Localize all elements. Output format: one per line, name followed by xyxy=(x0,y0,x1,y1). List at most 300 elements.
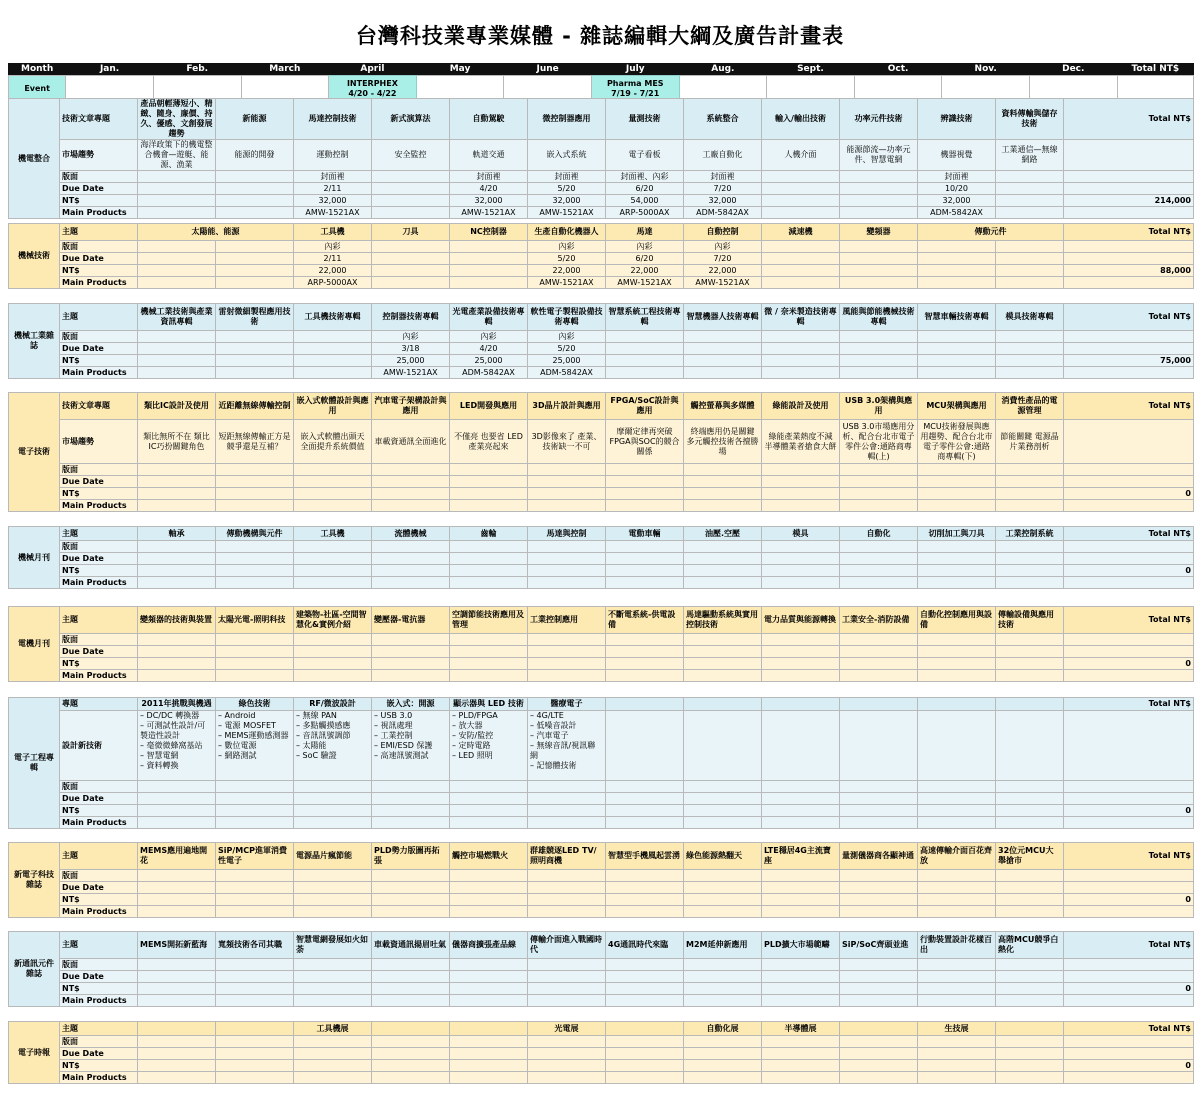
row-cell: 5/20 xyxy=(528,343,606,355)
row-cell xyxy=(996,793,1064,805)
row-cell xyxy=(294,488,372,500)
row-cell xyxy=(840,343,918,355)
row-cell xyxy=(372,870,450,882)
row-cell: 醫療電子 xyxy=(528,698,606,711)
row-cell xyxy=(450,1072,528,1084)
row-cell xyxy=(606,805,684,817)
row-cell xyxy=(996,906,1064,918)
row-cell xyxy=(450,565,528,577)
row-cell xyxy=(450,577,528,589)
row-cell xyxy=(840,277,918,289)
row-cell xyxy=(840,983,918,995)
row-label: NT$ xyxy=(60,894,138,906)
row-cell xyxy=(918,541,996,553)
row-label: 技術文章專題 xyxy=(60,393,138,420)
row-cell xyxy=(840,646,918,658)
row-cell: 封面裡 xyxy=(528,171,606,183)
row-cell xyxy=(684,553,762,565)
row-cell xyxy=(450,870,528,882)
row-cell: 內彩 xyxy=(294,241,372,253)
row-cell xyxy=(372,781,450,793)
row-cell xyxy=(138,805,216,817)
row-cell xyxy=(840,367,918,379)
row-cell xyxy=(918,698,996,711)
row-label: 版面 xyxy=(60,781,138,793)
row-cell xyxy=(918,1048,996,1060)
row-cell xyxy=(762,277,840,289)
row-cell xyxy=(450,995,528,1007)
row-cell xyxy=(216,983,294,995)
row-label: 主題 xyxy=(60,224,138,241)
row-label: NT$ xyxy=(60,983,138,995)
row-cell xyxy=(294,793,372,805)
row-cell xyxy=(294,882,372,894)
row-cell: 22,000 xyxy=(684,265,762,277)
row-cell: 類比IC設計及使用 xyxy=(138,393,216,420)
row-total xyxy=(1064,882,1194,894)
row-cell xyxy=(294,553,372,565)
row-cell: AMW-1521AX xyxy=(372,367,450,379)
row-total xyxy=(1064,241,1194,253)
row-cell: 傳輸設備與應用技術 xyxy=(996,607,1064,634)
row-cell xyxy=(216,882,294,894)
row-cell xyxy=(294,1072,372,1084)
row-cell: 控制器技術專輯 xyxy=(372,304,450,331)
row-cell xyxy=(762,1048,840,1060)
row-cell: 封面裡、內彩 xyxy=(606,171,684,183)
row-cell xyxy=(294,464,372,476)
section-table-0 xyxy=(8,98,1194,219)
row-cell xyxy=(138,464,216,476)
row-total xyxy=(1064,1036,1194,1048)
row-cell xyxy=(216,959,294,971)
row-cell xyxy=(606,781,684,793)
row-cell xyxy=(450,971,528,983)
row-cell: 自動化 xyxy=(840,527,918,541)
row-cell xyxy=(372,995,450,1007)
row-cell xyxy=(918,343,996,355)
row-cell xyxy=(450,817,528,829)
row-cell xyxy=(918,565,996,577)
row-cell xyxy=(606,870,684,882)
section-table-4 xyxy=(8,526,1194,589)
row-cell xyxy=(684,882,762,894)
row-cell: 半導體展 xyxy=(762,1022,840,1036)
row-cell xyxy=(138,870,216,882)
row-cell: 32位元MCU大舉搶市 xyxy=(996,843,1064,870)
row-cell: 車載資通訊揚眉吐氣 xyxy=(372,932,450,959)
event-pharma-mes: Pharma MES 7/19 - 7/21 xyxy=(591,76,679,103)
row-cell xyxy=(372,646,450,658)
row-cell xyxy=(294,870,372,882)
row-cell: 2/11 xyxy=(294,253,372,265)
row-cell xyxy=(606,971,684,983)
row-label: Due Date xyxy=(60,343,138,355)
row-cell xyxy=(450,277,528,289)
row-cell xyxy=(216,565,294,577)
row-cell: 軸承 xyxy=(138,527,216,541)
row-cell: 智慧電網發展如火如荼 xyxy=(294,932,372,959)
row-total xyxy=(1064,553,1194,565)
row-cell xyxy=(294,646,372,658)
row-cell xyxy=(528,983,606,995)
row-total xyxy=(1064,793,1194,805)
row-cell xyxy=(294,500,372,512)
row-label: 版面 xyxy=(60,241,138,253)
row-cell xyxy=(840,195,918,207)
row-cell: 量測技術 xyxy=(606,99,684,140)
row-cell: 綠能產業熱度不減 半導體業者搶食大餅 xyxy=(762,420,840,464)
row-label: Due Date xyxy=(60,183,138,195)
row-label: Main Products xyxy=(60,500,138,512)
row-total: 0 xyxy=(1064,658,1194,670)
row-cell: 6/20 xyxy=(606,183,684,195)
row-cell xyxy=(450,658,528,670)
row-cell: 生產自動化機器人 xyxy=(528,224,606,241)
row-cell xyxy=(840,959,918,971)
row-cell xyxy=(528,906,606,918)
row-cell: 32,000 xyxy=(684,195,762,207)
row-cell xyxy=(372,553,450,565)
row-cell xyxy=(918,646,996,658)
row-cell xyxy=(606,331,684,343)
row-cell xyxy=(138,634,216,646)
row-cell xyxy=(450,241,528,253)
row-cell xyxy=(762,906,840,918)
row-cell xyxy=(372,265,450,277)
row-cell xyxy=(606,1022,684,1036)
row-cell: 內彩 xyxy=(684,241,762,253)
row-cell: 嵌入式軟體出頭天 全面提升系統價值 xyxy=(294,420,372,464)
row-cell xyxy=(762,207,840,219)
row-cell xyxy=(918,253,996,265)
row-cell: 工具機展 xyxy=(294,1022,372,1036)
row-cell xyxy=(450,781,528,793)
row-cell: 封面裡 xyxy=(918,171,996,183)
row-label: NT$ xyxy=(60,805,138,817)
row-cell xyxy=(840,331,918,343)
row-cell xyxy=(528,1048,606,1060)
row-cell: 太陽光電-照明科技 xyxy=(216,607,294,634)
row-cell: 產品朝輕薄短小、精緻、隨身、廉價、持久、優感、文創發展趨勢 xyxy=(138,99,216,140)
row-cell: 封面裡 xyxy=(294,171,372,183)
month-header-cell: April xyxy=(329,64,417,75)
row-cell xyxy=(918,1036,996,1048)
row-label: Main Products xyxy=(60,817,138,829)
row-cell xyxy=(138,565,216,577)
row-total xyxy=(1064,1048,1194,1060)
section-name: 機械月刊 xyxy=(9,527,60,589)
row-cell: 傳動機構與元件 xyxy=(216,527,294,541)
row-cell xyxy=(528,658,606,670)
row-cell xyxy=(996,1060,1064,1072)
row-cell xyxy=(216,488,294,500)
row-total: Total NT$ xyxy=(1064,304,1194,331)
row-cell xyxy=(996,183,1064,195)
row-cell xyxy=(918,577,996,589)
row-cell xyxy=(840,995,918,1007)
row-cell xyxy=(762,711,840,781)
row-cell: 寬頻技術各司其職 xyxy=(216,932,294,959)
row-cell: 近距離無線傳輸控制 xyxy=(216,393,294,420)
row-cell xyxy=(294,577,372,589)
row-cell: USB 3.0市場應用分析、配合台北市電子零件公會:通路商專輯(上) xyxy=(840,420,918,464)
row-cell xyxy=(996,995,1064,1007)
row-cell xyxy=(294,906,372,918)
row-cell: 內彩 xyxy=(372,331,450,343)
row-cell: 工廠自動化 xyxy=(684,140,762,171)
row-cell: FPGA/SoC設計與應用 xyxy=(606,393,684,420)
row-label: Main Products xyxy=(60,277,138,289)
row-cell: 工業控制系統 xyxy=(996,527,1064,541)
row-cell xyxy=(606,646,684,658)
row-cell xyxy=(684,870,762,882)
row-total: Total NT$ xyxy=(1064,393,1194,420)
row-cell: 高速傳輸介面百花齊放 xyxy=(918,843,996,870)
row-cell xyxy=(840,698,918,711)
row-cell xyxy=(684,959,762,971)
row-cell: 終端應用仍是關鍵 多元觸控技術各擅勝場 xyxy=(684,420,762,464)
row-cell: 不僅亮 也要省 LED產業亮起來 xyxy=(450,420,528,464)
row-cell xyxy=(216,634,294,646)
row-cell xyxy=(918,894,996,906)
row-cell xyxy=(918,331,996,343)
row-cell xyxy=(684,894,762,906)
row-cell xyxy=(138,553,216,565)
row-cell xyxy=(684,711,762,781)
row-cell xyxy=(372,241,450,253)
row-cell xyxy=(216,1036,294,1048)
row-cell xyxy=(216,870,294,882)
row-cell: 智慧車輛技術專輯 xyxy=(918,304,996,331)
month-header-cell: Sept. xyxy=(767,64,855,75)
row-cell xyxy=(294,343,372,355)
row-cell xyxy=(138,355,216,367)
row-cell: RF/微波設計 xyxy=(294,698,372,711)
row-cell xyxy=(684,476,762,488)
row-cell xyxy=(216,646,294,658)
row-cell xyxy=(138,906,216,918)
section-table-6 xyxy=(8,697,1194,829)
row-cell: 智慧系統工程技術專輯 xyxy=(606,304,684,331)
row-cell: 軌道交通 xyxy=(450,140,528,171)
row-cell xyxy=(138,171,216,183)
row-cell xyxy=(684,367,762,379)
row-label: Main Products xyxy=(60,207,138,219)
section-table-1 xyxy=(8,223,1194,289)
row-cell xyxy=(762,577,840,589)
row-cell xyxy=(762,646,840,658)
row-cell xyxy=(450,805,528,817)
row-cell xyxy=(918,367,996,379)
row-cell xyxy=(606,355,684,367)
row-cell: MCU技術發展與應用趨勢、配合台北市電子零件公會:通路商專輯(下) xyxy=(918,420,996,464)
row-cell xyxy=(216,253,294,265)
row-cell: 電源晶片瘋節能 xyxy=(294,843,372,870)
row-cell xyxy=(216,658,294,670)
row-cell xyxy=(138,367,216,379)
row-cell xyxy=(918,1072,996,1084)
row-cell xyxy=(762,959,840,971)
row-cell xyxy=(528,634,606,646)
row-cell: 變頻器 xyxy=(840,224,918,241)
row-cell xyxy=(840,1036,918,1048)
row-total: Total NT$ xyxy=(1064,843,1194,870)
row-cell xyxy=(216,277,294,289)
row-cell xyxy=(528,464,606,476)
month-header-cell: March xyxy=(241,64,329,75)
section-name: 機械工業雜誌 xyxy=(9,304,60,379)
row-cell xyxy=(606,1036,684,1048)
row-cell: MEMS開拓新藍海 xyxy=(138,932,216,959)
row-cell xyxy=(684,464,762,476)
row-cell: 電力品質與能源轉換 xyxy=(762,607,840,634)
row-cell xyxy=(138,500,216,512)
row-cell: AMW-1521AX xyxy=(606,277,684,289)
row-total xyxy=(1064,277,1194,289)
row-cell xyxy=(762,894,840,906)
row-cell xyxy=(138,971,216,983)
section-name: 機電整合 xyxy=(9,99,60,219)
row-label: 版面 xyxy=(60,464,138,476)
row-cell xyxy=(996,1048,1064,1060)
row-cell: 油壓.空壓 xyxy=(684,527,762,541)
row-total xyxy=(1064,817,1194,829)
row-cell xyxy=(372,207,450,219)
row-cell xyxy=(684,500,762,512)
row-cell xyxy=(996,367,1064,379)
row-total xyxy=(1064,711,1194,781)
row-total xyxy=(1064,577,1194,589)
row-label: 版面 xyxy=(60,541,138,553)
row-total: 214,000 xyxy=(1064,195,1194,207)
row-total xyxy=(1064,781,1194,793)
row-cell xyxy=(762,253,840,265)
row-cell xyxy=(216,817,294,829)
row-cell xyxy=(294,781,372,793)
row-label: 版面 xyxy=(60,171,138,183)
month-header-cell: Jan. xyxy=(66,64,154,75)
row-cell xyxy=(684,805,762,817)
row-cell xyxy=(684,331,762,343)
row-cell xyxy=(528,1036,606,1048)
row-cell xyxy=(996,882,1064,894)
row-cell: SiP/MCP進軍消費性電子 xyxy=(216,843,294,870)
row-cell xyxy=(684,1060,762,1072)
row-cell xyxy=(138,1036,216,1048)
row-cell xyxy=(918,781,996,793)
row-cell xyxy=(138,541,216,553)
row-cell: 智慧型手機風起雲湧 xyxy=(606,843,684,870)
row-cell: – DC/DC 轉換器 – 可測試性設計/可製造性設計 – 毫微微蜂窩基站 – 智慧電網 – 資料轉換 xyxy=(138,711,216,781)
row-cell xyxy=(216,995,294,1007)
row-cell: 電子看板 xyxy=(606,140,684,171)
row-cell xyxy=(450,1060,528,1072)
row-cell xyxy=(372,1036,450,1048)
row-cell xyxy=(528,500,606,512)
row-total: 0 xyxy=(1064,983,1194,995)
row-cell xyxy=(294,983,372,995)
row-cell xyxy=(528,959,606,971)
row-cell xyxy=(918,464,996,476)
row-cell xyxy=(294,541,372,553)
row-cell xyxy=(216,1060,294,1072)
row-cell xyxy=(606,565,684,577)
row-cell: ADM-5842AX xyxy=(450,367,528,379)
row-cell xyxy=(450,882,528,894)
row-cell xyxy=(372,476,450,488)
row-cell: SiP/SoC齊頭並進 xyxy=(840,932,918,959)
row-cell xyxy=(996,355,1064,367)
row-cell xyxy=(450,464,528,476)
row-cell xyxy=(918,1060,996,1072)
row-cell xyxy=(216,1022,294,1036)
row-cell xyxy=(684,488,762,500)
row-cell: AMW-1521AX xyxy=(684,277,762,289)
row-cell xyxy=(762,781,840,793)
row-label: Main Products xyxy=(60,906,138,918)
section-name: 電子時報 xyxy=(9,1022,60,1084)
month-header-cell: Feb. xyxy=(153,64,241,75)
row-cell: 4/20 xyxy=(450,343,528,355)
row-cell: 不斷電系統-供電設備 xyxy=(606,607,684,634)
row-cell xyxy=(762,355,840,367)
row-cell: 自動化展 xyxy=(684,1022,762,1036)
row-cell: 22,000 xyxy=(606,265,684,277)
row-cell: 傳輸介面進入戰國時代 xyxy=(528,932,606,959)
row-cell xyxy=(372,277,450,289)
row-cell xyxy=(996,634,1064,646)
row-cell: ARP-5000AX xyxy=(606,207,684,219)
row-label: NT$ xyxy=(60,488,138,500)
row-cell xyxy=(216,971,294,983)
row-cell xyxy=(918,793,996,805)
row-cell xyxy=(372,1022,450,1036)
row-cell: 內彩 xyxy=(528,331,606,343)
row-cell xyxy=(840,1022,918,1036)
row-label: Main Products xyxy=(60,670,138,682)
row-cell xyxy=(450,793,528,805)
row-cell xyxy=(216,343,294,355)
row-label: NT$ xyxy=(60,355,138,367)
row-cell xyxy=(840,658,918,670)
row-cell xyxy=(294,805,372,817)
row-cell xyxy=(918,971,996,983)
row-cell: 觸控螢幕與多媒體 xyxy=(684,393,762,420)
row-total xyxy=(1064,870,1194,882)
row-cell: 齒輪 xyxy=(450,527,528,541)
month-header-cell: Total NT$ xyxy=(1117,64,1193,75)
row-cell xyxy=(840,894,918,906)
row-cell xyxy=(606,959,684,971)
row-cell xyxy=(138,253,216,265)
row-cell xyxy=(372,817,450,829)
row-cell xyxy=(996,870,1064,882)
row-cell: 能源的開發 xyxy=(216,140,294,171)
row-cell xyxy=(606,577,684,589)
row-cell xyxy=(138,343,216,355)
row-label: Due Date xyxy=(60,882,138,894)
row-cell: 綠能設計及使用 xyxy=(762,393,840,420)
row-total xyxy=(1064,343,1194,355)
row-cell xyxy=(216,183,294,195)
row-total: 0 xyxy=(1064,565,1194,577)
row-cell xyxy=(762,343,840,355)
row-total xyxy=(1064,906,1194,918)
row-label: Main Products xyxy=(60,577,138,589)
row-cell xyxy=(684,1072,762,1084)
row-cell: 嵌入式系統 xyxy=(528,140,606,171)
